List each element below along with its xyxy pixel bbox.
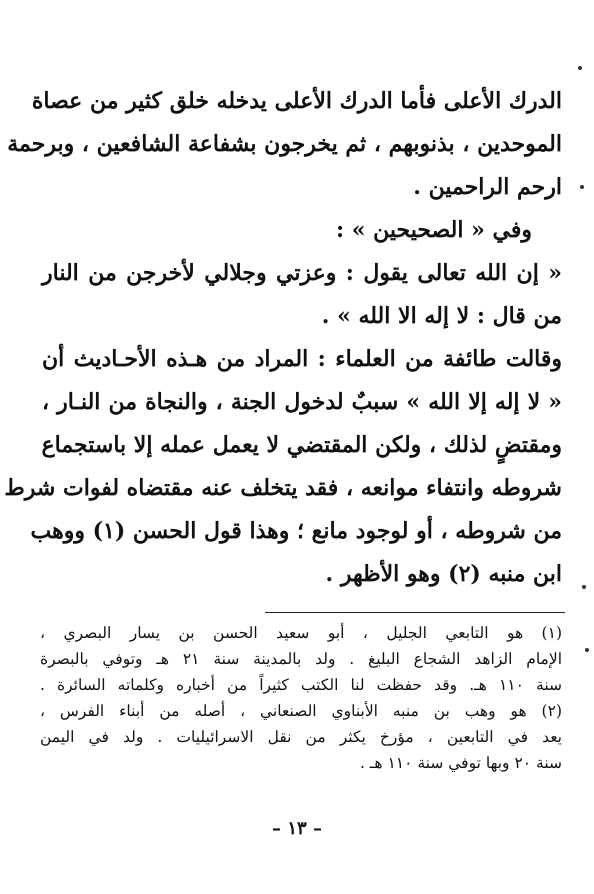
text-line: « لا إله إلا الله » سببٌ لدخول الجنة ، والنجاة من النـار ،	[42, 389, 562, 415]
text-line: « إن الله تعالى يقول : وعزتي وجلالي لأخرجن من النار	[42, 260, 562, 286]
text-line: ارحم الراحمين .	[413, 174, 562, 200]
text-line: ابن منبه (٢) وهو الأظهر .	[325, 561, 562, 587]
text-line: وقالت طائفة من العلماء : المراد من هـذه الأحـاديث أن	[42, 346, 562, 372]
footnote-separator	[265, 612, 565, 613]
margin-dot	[582, 585, 586, 589]
text-line: من قال : لا إله الا الله » .	[321, 303, 562, 329]
text-line: الموحدين ، بذنوبهم ، ثم يخرجون بشفاعة الشافعين ، وبرحمة	[7, 131, 562, 157]
text-line: الدرك الأعلى فأما الدرك الأعلى يدخله خلق كثير من عصاة	[31, 88, 562, 114]
text-line: شروطه وانتفاء موانعه ، فقد يتخلف عنه مقتضاه لفوات شرط	[4, 475, 562, 501]
margin-dot	[585, 648, 589, 652]
margin-dot	[580, 185, 584, 189]
footnote-line: سنة ١١٠ هـ. وقد حفظت لنا الكتب كثيراً من أخباره وكلماته السائرة .	[40, 676, 562, 694]
text-line: وفي « الصحيحين » :	[335, 217, 532, 243]
main-text	[4, 80, 562, 596]
footnote-line: يعد في التابعين ، مؤرخ يكثر من نقل الاسرائيليات . ولد في اليمن	[40, 728, 562, 746]
margin-dot	[578, 66, 582, 70]
page-number: – ١٣ –	[272, 818, 322, 839]
footnote-line: (٢) هو وهب بن منبه الأبناوي الصنعاني ، أصله من أبناء الفرس ،	[40, 702, 562, 720]
footnote-line: (١) هو التابعي الجليل ، أبو سعيد الحسن بن يسار البصري ،	[40, 624, 562, 642]
footnotes	[40, 620, 562, 776]
footnote-line: الإمام الزاهد الشجاع البليغ . ولد بالمدينة سنة ٢١ هـ وتوفي بالبصرة	[40, 650, 562, 668]
text-line: ومقتضٍ لذلك ، ولكن المقتضي لا يعمل عمله إلا باستجماع	[41, 432, 562, 458]
text-line: من شروطه ، أو لوجود مانع ؛ وهذا قول الحسن (١) ووهب	[30, 518, 562, 544]
footnote-line: سنة ٢٠ وبها توفي سنة ١١٠ هـ .	[359, 754, 562, 772]
